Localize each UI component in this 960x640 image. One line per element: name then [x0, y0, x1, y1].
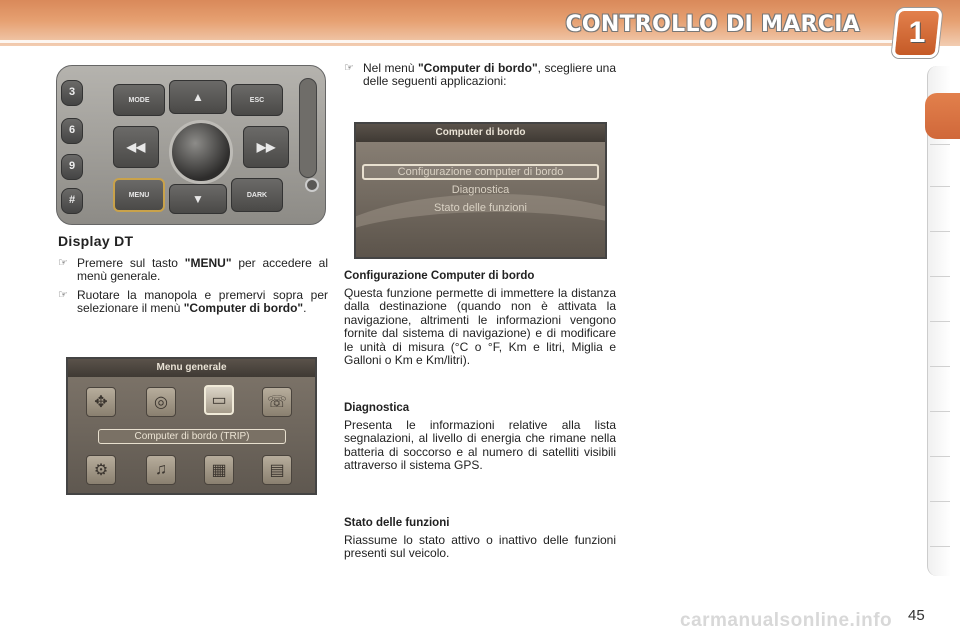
instruction-bullet [344, 62, 616, 89]
header-band [0, 0, 960, 46]
dt-control-panel-photo [56, 65, 326, 225]
section-text: Riassume lo stato attivo o inattivo delle funzioni presenti sul veicolo. [344, 533, 616, 561]
tab-divider [930, 144, 950, 145]
left-column [58, 233, 328, 321]
settings-icon: ⚙ [86, 455, 116, 485]
trip-computer-icon: ▭ [204, 385, 234, 415]
tab-divider [930, 366, 950, 367]
pointer-icon: ☞ [344, 62, 354, 74]
section-text: Questa funzione permette di immettere la distanza dalla destinazione (quando non è attivata la navigazione, altrimenti le informazioni vengono fornite dal sistema di navigazione) e di modificare le unità di misura (°C o °F, Km e litri, Miglia e Galloni o Km e Km/litri). [344, 286, 616, 368]
map-icon: ▦ [204, 455, 234, 485]
down-arrow-icon: ▼ [169, 184, 227, 214]
chapter-badge [891, 8, 942, 58]
mode-button: MODE [113, 84, 165, 116]
menu-button: MENU [113, 178, 165, 212]
reset-dot [305, 178, 319, 192]
keyword: "MENU" [184, 256, 232, 270]
chapter-number: 1 [908, 16, 926, 49]
tab-divider [930, 231, 950, 232]
section-configurazione [344, 270, 616, 367]
phone-icon: ☏ [262, 387, 292, 417]
text-run: Ruotare la manopola e premervi sopra per selezionare il menù [77, 287, 328, 316]
tab-divider [930, 456, 950, 457]
key-6: 6 [61, 118, 83, 144]
audio-disc-icon: ◎ [146, 387, 176, 417]
chapter-tab-strip [927, 66, 951, 576]
tab-divider [930, 411, 950, 412]
key-9: 9 [61, 154, 83, 180]
section-title: Stato delle funzioni [344, 517, 450, 529]
screen-item-diagnostica: Diagnostica [451, 184, 510, 196]
selected-menu-label: Computer di bordo (TRIP) [98, 429, 286, 444]
tab-divider [930, 321, 950, 322]
dark-button: DARK [231, 178, 283, 212]
pointer-icon: ☞ [58, 288, 68, 301]
screen-item-stato: Stato delle funzioni [434, 202, 527, 214]
instruction-bullet [58, 257, 328, 284]
rotary-knob [169, 120, 233, 184]
section-title: Configurazione Computer di bordo [344, 270, 535, 282]
screen-title: Menu generale [68, 359, 315, 377]
up-arrow-icon: ▲ [169, 80, 227, 114]
forward-icon: ▶▶ [243, 126, 289, 168]
text-run: . [303, 301, 307, 316]
section-text: Presenta le informazioni relative alla lista segnalazioni, al livello di energia che rimane nella batteria di soccorso e al numero di satelliti visibili attraverso il sistema GPS. [344, 418, 616, 473]
text-run: , scegliere una delle seguenti applicazioni: [363, 61, 616, 89]
esc-button: ESC [231, 84, 283, 116]
tab-divider [930, 501, 950, 502]
text-run: Nel menù [363, 61, 418, 75]
page-title: CONTROLLO DI MARCIA [565, 12, 860, 37]
active-chapter-tab[interactable] [925, 93, 960, 139]
navigation-icon: ✥ [86, 387, 116, 417]
instruction-bullet [58, 289, 328, 316]
computer-di-bordo-screen [354, 122, 607, 259]
keyword: "Computer di bordo" [183, 301, 304, 316]
text-run: Premere sul tasto [77, 256, 185, 270]
general-menu-screen [66, 357, 317, 495]
tab-divider [930, 276, 950, 277]
equalizer-icon: ♫ [146, 455, 176, 485]
rewind-icon: ◀◀ [113, 126, 159, 168]
section-heading-display-dt: Display DT [58, 233, 134, 249]
key-hash: # [61, 188, 83, 214]
watermark: carmanualsonline.info [680, 610, 893, 631]
header-stripe [0, 40, 900, 43]
right-column [344, 62, 616, 94]
keyword: "Computer di bordo" [417, 61, 538, 75]
text-run: per accedere al menù generale. [77, 256, 328, 284]
tab-divider [930, 186, 950, 187]
display-icon: ▤ [262, 455, 292, 485]
tab-divider [930, 546, 950, 547]
card-slot [299, 78, 317, 178]
pointer-icon: ☞ [58, 257, 68, 269]
page-number: 45 [908, 607, 925, 624]
screen-item-configurazione: Configurazione computer di bordo [362, 164, 599, 180]
screen-title: Computer di bordo [356, 124, 605, 142]
key-3: 3 [61, 80, 83, 106]
section-diagnostica [344, 402, 616, 473]
section-title: Diagnostica [344, 402, 410, 414]
section-stato-funzioni [344, 517, 616, 561]
